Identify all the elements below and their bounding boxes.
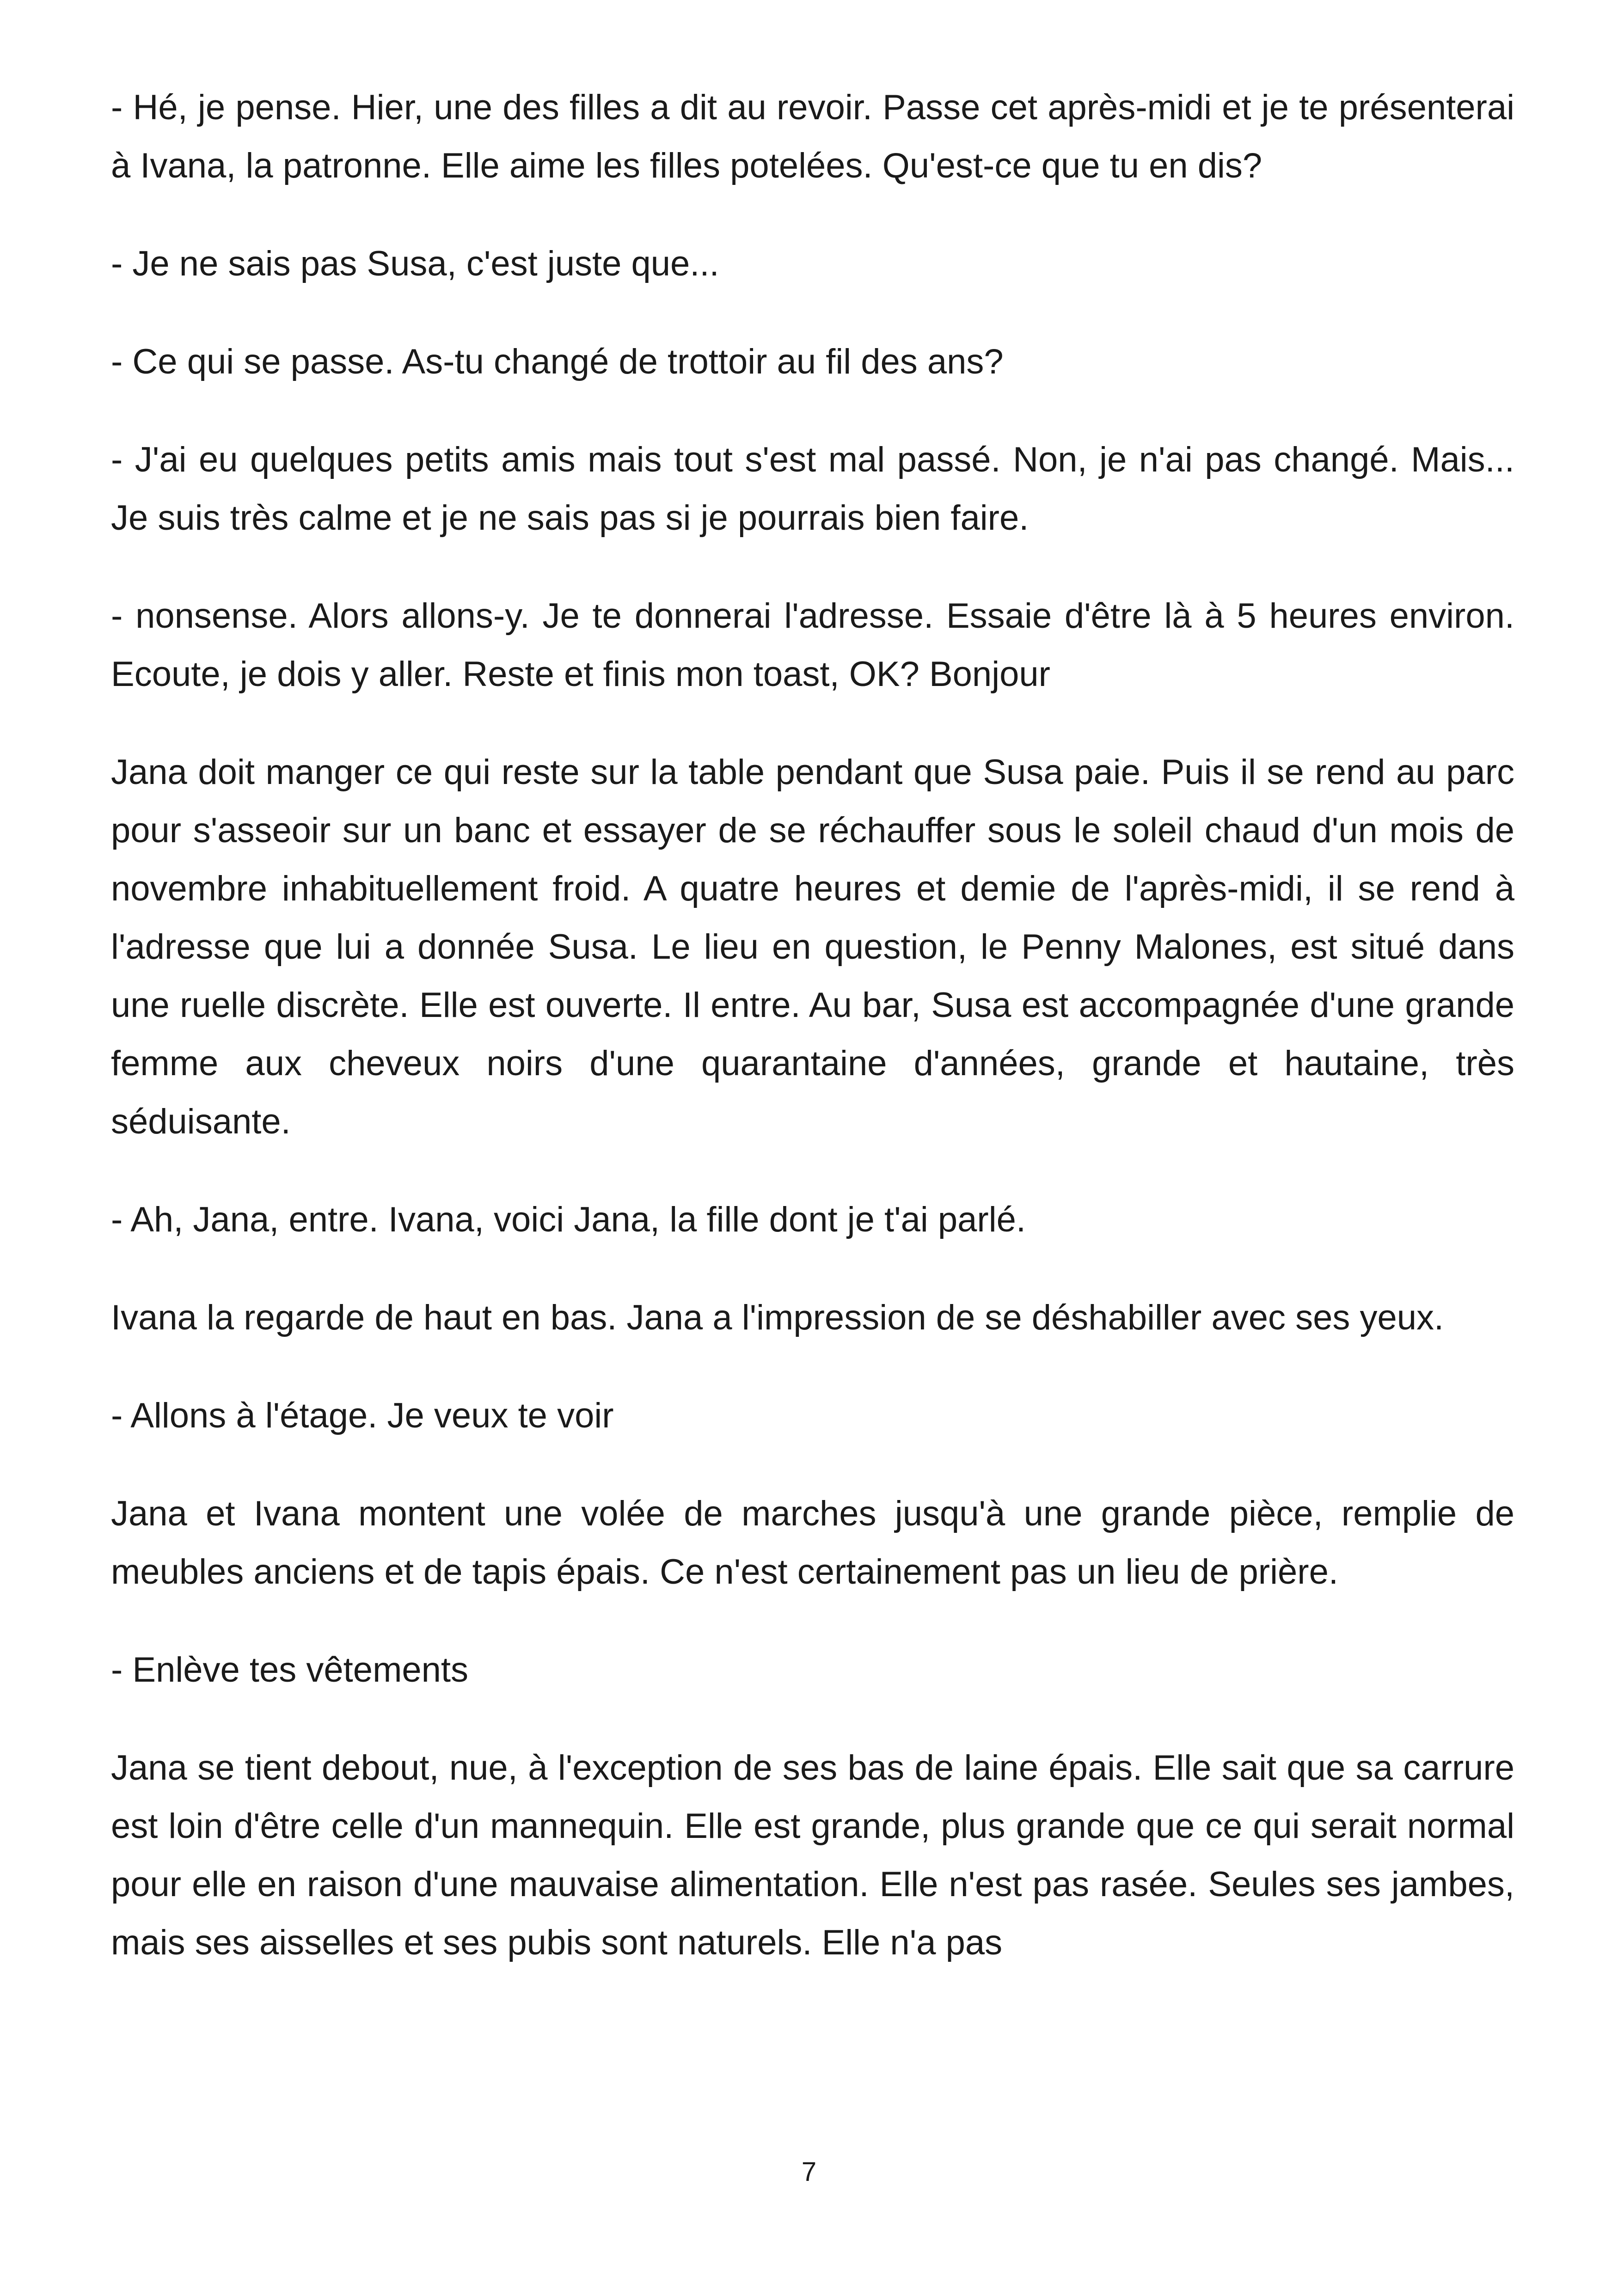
paragraph: - Ce qui se passe. As-tu changé de trottoir au fil des ans?: [111, 342, 1004, 381]
paragraph: - nonsense. Alors allons-y. Je te donnerai l'adresse. Essaie d'être là à 5 heures environ. Ecoute, je dois y aller. Reste et finis mon toast, OK? Bonjour: [111, 596, 1514, 694]
paragraph: - Je ne sais pas Susa, c'est juste que...: [111, 244, 719, 283]
paragraph: Jana et Ivana montent une volée de marches jusqu'à une grande pièce, remplie de meubles anciens et de tapis épais. Ce n'est certainement pas un lieu de prière.: [111, 1494, 1514, 1592]
document-body: [111, 79, 1514, 2012]
paragraph: - Ah, Jana, entre. Ivana, voici Jana, la fille dont je t'ai parlé.: [111, 1200, 1026, 1239]
paragraph: - Hé, je pense. Hier, une des filles a dit au revoir. Passe cet après-midi et je te présenterai à Ivana, la patronne. Elle aime les filles potelées. Qu'est-ce que tu en dis?: [111, 88, 1514, 185]
paragraph: - J'ai eu quelques petits amis mais tout s'est mal passé. Non, je n'ai pas changé. Mais... Je suis très calme et je ne sais pas si je pourrais bien faire.: [111, 440, 1514, 538]
paragraph: Jana doit manger ce qui reste sur la table pendant que Susa paie. Puis il se rend au parc pour s'asseoir sur un banc et essayer de se réchauffer sous le soleil chaud d'un mois de novembre inhabituellement froid. A quatre heures et demie de l'après-midi, il se rend à l'adresse que lui a donnée Susa. Le lieu en question, le Penny Malones, est situé dans une ruelle discrète. Elle est ouverte. Il entre. Au bar, Susa est accompagnée d'une grande femme aux cheveux noirs d'une quarantaine d'années, grande et hautaine, très séduisante.: [111, 753, 1514, 1141]
paragraph: - Allons à l'étage. Je veux te voir: [111, 1396, 614, 1435]
paragraph: - Enlève tes vêtements: [111, 1650, 469, 1690]
paragraph: Ivana la regarde de haut en bas. Jana a l'impression de se déshabiller avec ses yeux.: [111, 1298, 1444, 1337]
paragraph: Jana se tient debout, nue, à l'exception de ses bas de laine épais. Elle sait que sa carrure est loin d'être celle d'un mannequin. Elle est grande, plus grande que ce qui serait normal pour elle en raison d'une mauvaise alimentation. Elle n'est pas rasée. Seules ses jambes, mais ses aisselles et ses pubis sont naturels. Elle n'a pas: [111, 1748, 1514, 1962]
page-number: 7: [801, 2157, 817, 2187]
